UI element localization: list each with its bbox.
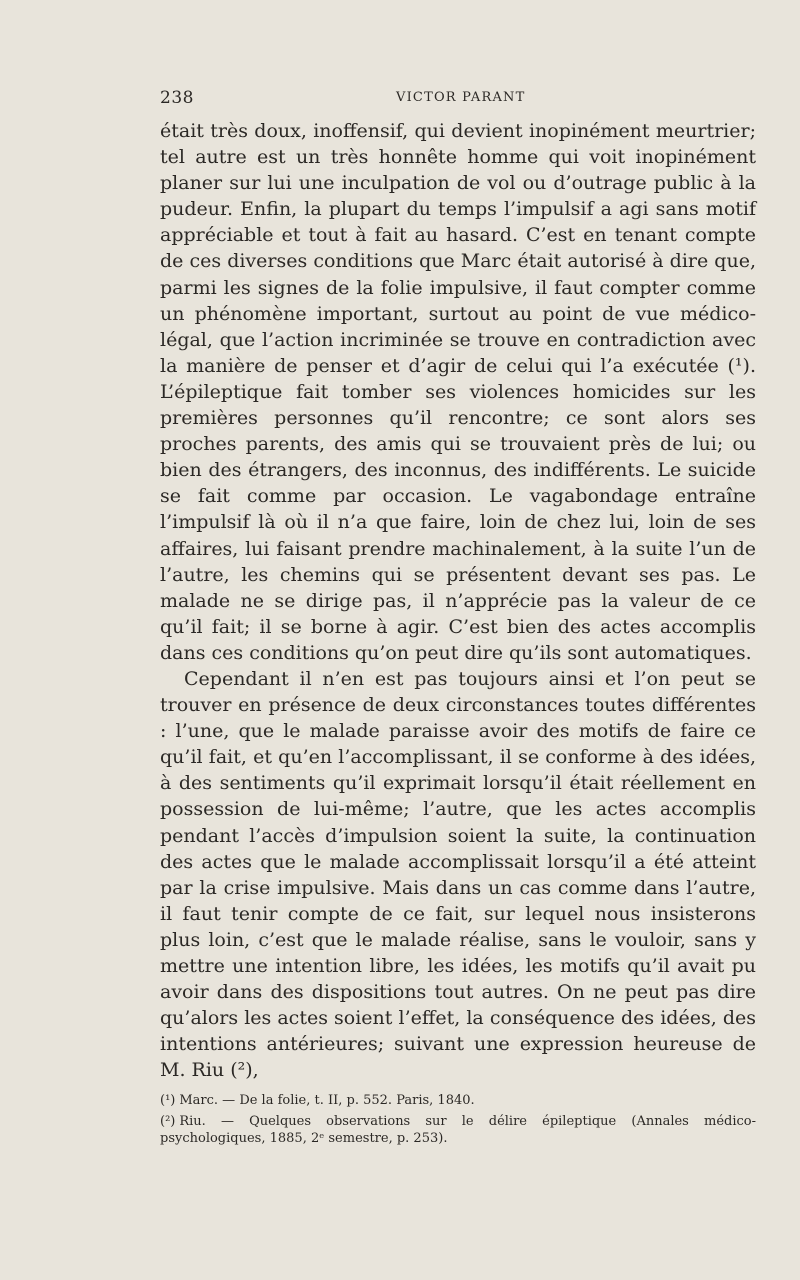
footnotes (160, 1092, 756, 1148)
footnote-text: Marc. — De la folie, t. II, p. 552. Paris, 1840. (179, 1093, 475, 1108)
paragraph: Cependant il n’en est pas toujours ainsi et l’on peut se trouver en présence de deux circonstances toutes différentes : l’une, que le malade paraisse avoir des motifs de faire ce qu’il fait, et qu’en l’accomplissant, il se conforme à des idées, à des sentiments qu’il exprimait lorsqu’il était réellement en possession de lui-même; l’autre, que les actes accomplis pendant l’accès d’impulsion soient la suite, la continuation des actes que le malade accomplissait lorsqu’il a été atteint par la crise impulsive. Mais dans un cas comme dans l’autre, il faut tenir compte de ce fait, sur lequel nous insisterons plus loin, c’est que le malade réalise, sans le vouloir, sans y mettre une intention libre, les idées, les motifs qu’il avait pu avoir dans des dispositions tout autres. On ne peut pas dire qu’alors les actes soient l’effet, la conséquence des idées, des intentions antérieures; suivant une expression heureuse de M. Riu (²), (160, 667, 756, 1082)
footnote-text: Riu. — Quelques observations sur le délire épileptique (Annales médico-psychologiques, 1885, 2ᵉ semestre, p. 253). (160, 1113, 756, 1146)
page-number: 238 (160, 88, 194, 108)
footnote-label: (²) (160, 1113, 176, 1129)
footnote (160, 1092, 756, 1110)
footnote (160, 1113, 756, 1148)
body-text (160, 118, 756, 1083)
running-head: VICTOR PARANT (396, 90, 526, 105)
footnote-label: (¹) (160, 1093, 176, 1108)
paragraph: était très doux, inoffensif, qui devient inopinément meurtrier; tel autre est un très honnête homme qui voit inopinément planer sur lui une inculpation de vol ou d’outrage public à la pudeur. Enfin, la plupart du temps l’impulsif a agi sans motif appréciable et tout à fait au hasard. C’est en tenant compte de ces diverses conditions que Marc était autorisé à dire que, parmi les signes de la folie impulsive, il faut compter comme un phénomène important, surtout au point de vue médico-légal, que l’action incriminée se trouve en contradiction avec la manière de penser et d’agir de celui qui l’a exécutée (¹). L’épileptique fait tomber ses violences homicides sur les premières personnes qu’il rencontre; ce sont alors ses proches parents, des amis qui se trouvaient près de lui; ou bien des étrangers, des inconnus, des indifférents. Le suicide se fait comme par occasion. Le vagabondage entraîne l’impulsif là où il n’a que faire, loin de chez lui, loin de ses affaires, lui faisant prendre machinalement, à la suite l’un de l’autre, les chemins qui se présentent devant ses pas. Le malade ne se dirige pas, il n’apprécie pas la valeur de ce qu’il fait; il se borne à agir. C’est bien des actes accomplis dans ces conditions qu’on peut dire qu’ils sont automatiques. (160, 120, 756, 664)
page-header (160, 88, 756, 110)
